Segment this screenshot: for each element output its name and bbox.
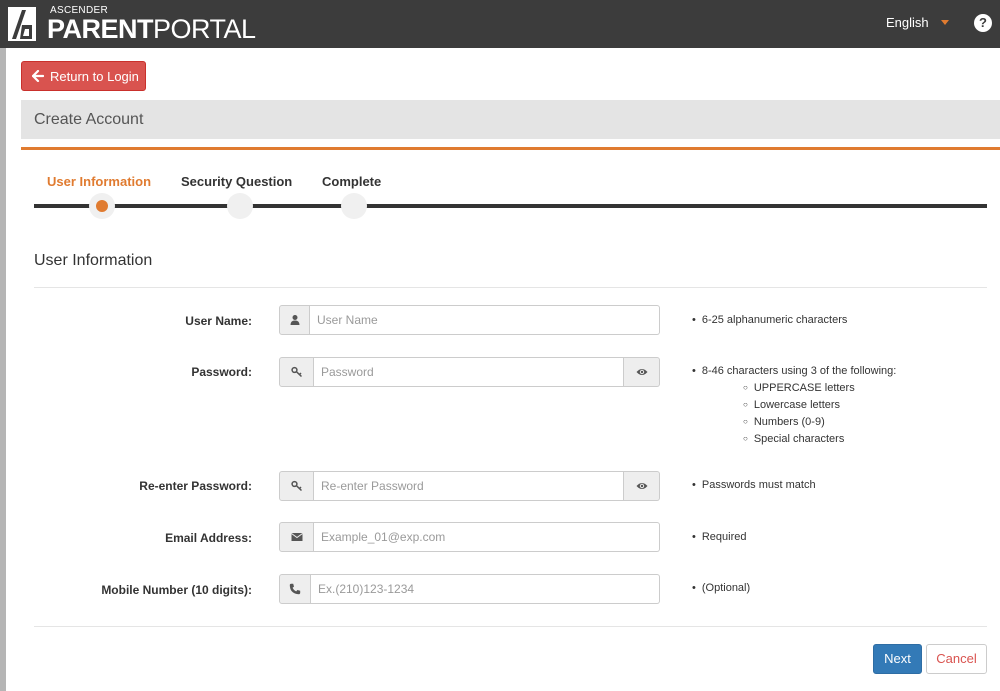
password-input[interactable] [314,357,624,387]
password-rule-item: ○ Numbers (0-9) [743,414,896,431]
phone-icon [279,574,311,604]
password-rule-item: ○ Lowercase letters [743,397,896,414]
cancel-button[interactable]: Cancel [926,644,987,674]
caret-down-icon[interactable] [941,20,949,25]
ascender-logo-icon [8,7,36,41]
reenter-password-label: Re-enter Password: [139,479,252,493]
step-security-question: Security Question [181,174,293,189]
mobile-input[interactable] [311,574,660,604]
logo-thin-text: PORTAL [153,14,256,44]
step-user-information: User Information [47,174,152,189]
password-rule-item: ○ Special characters [743,431,896,448]
step-complete: Complete [322,174,382,189]
next-button[interactable]: Next [873,644,922,674]
envelope-icon [279,522,314,552]
logo-text [47,14,256,45]
reenter-password-input[interactable] [314,471,624,501]
key-icon [279,471,314,501]
show-password-toggle[interactable] [624,357,660,387]
window-edge [0,48,6,691]
title-divider [21,147,1000,150]
password-label: Password: [191,365,252,379]
username-hint [692,312,847,329]
step-dot-user-information [89,193,115,219]
username-label: User Name: [185,314,252,328]
email-group [279,522,660,552]
email-label: Email Address: [165,531,252,545]
section-title: User Information [34,252,153,269]
show-reenter-password-toggle[interactable] [624,471,660,501]
language-selector[interactable]: English [886,15,929,30]
step-progress-track [34,204,987,208]
eye-icon [636,366,648,378]
return-to-login-label: Return to Login [50,68,139,84]
username-group [279,305,660,335]
section-divider-top [34,287,987,288]
email-hint [692,529,747,546]
mobile-hint [692,580,750,597]
user-icon [279,305,310,335]
password-group [279,357,660,387]
logo-bold-text: PARENT [47,14,154,44]
logo-small-text: ASCENDER [50,5,108,16]
eye-icon [636,480,648,492]
arrow-left-icon [32,70,44,82]
mobile-hint-text: • (Optional) [692,582,750,594]
password-hint-text: • 8-46 characters using 3 of the following: [692,363,896,380]
password-hint [692,363,896,448]
email-input[interactable] [314,522,660,552]
username-hint-text: • 6-25 alphanumeric characters [692,314,847,326]
password-rules-list [743,380,896,448]
page-title: Create Account [21,100,1000,139]
return-to-login-button[interactable] [21,61,146,91]
step-dot-complete [341,193,367,219]
section-divider-bottom [34,626,987,627]
mobile-label: Mobile Number (10 digits): [101,583,252,597]
reenter-password-hint-text: • Passwords must match [692,479,816,491]
username-input[interactable] [310,305,660,335]
help-icon[interactable]: ? [974,14,992,32]
mobile-group [279,574,660,604]
step-dot-security-question [227,193,253,219]
reenter-password-group [279,471,660,501]
email-hint-text: • Required [692,531,747,543]
top-navbar [0,0,1000,48]
password-rule-item: ○ UPPERCASE letters [743,380,896,397]
key-icon [279,357,314,387]
reenter-password-hint [692,477,816,494]
